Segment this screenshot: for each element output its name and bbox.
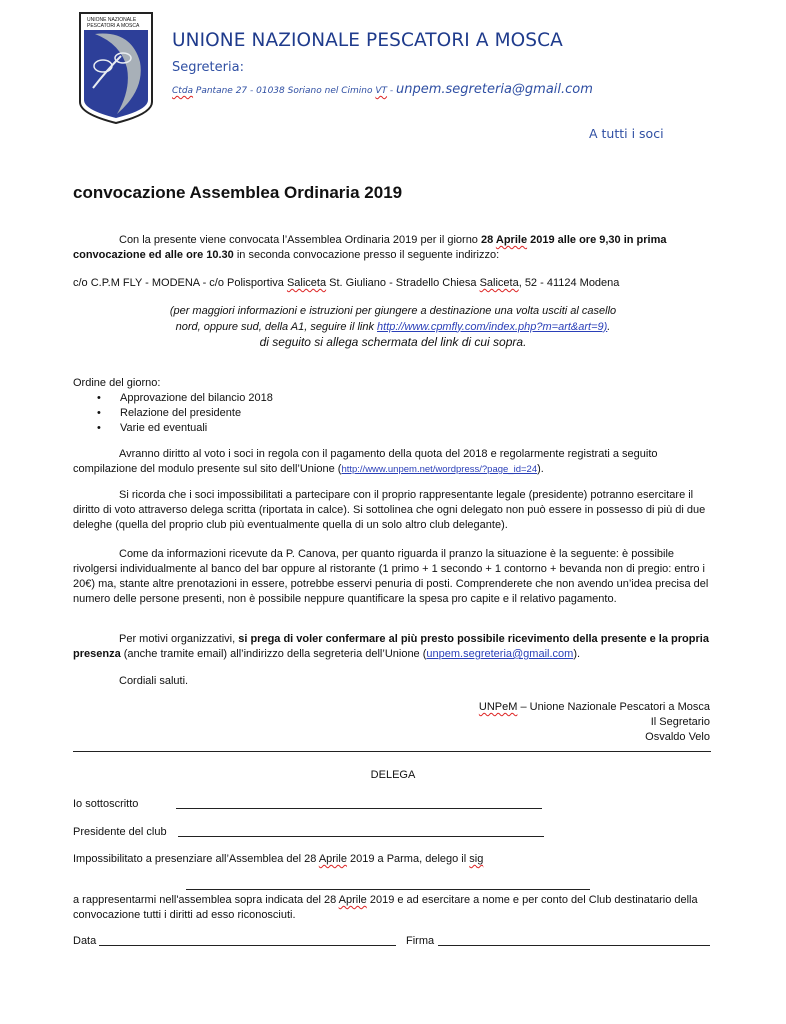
directions-line: (per maggiori informazioni e istruzioni per giungere a destinazione una volta usciti al casello [169,305,617,317]
agenda-item: • Relazione del presidente [73,406,273,421]
logo-text-line2: PESCATORI A MOSCA [87,23,140,29]
firma-field[interactable] [438,945,710,946]
signature-line: UNPeM – Unione Nazionale Pescatori a Mosca [478,701,710,713]
delega-heading: DELEGA [370,769,416,781]
venue-address: c/o C.P.M FLY - MODENA - c/o Polisportiva Saliceta St. Giuliano - Stradello Chiesa Saliceta, 52 - 41124 Modena [73,277,620,289]
organization-title: UNIONE NAZIONALE PESCATORI A MOSCA [172,30,563,51]
data-field[interactable] [99,945,396,946]
data-label: Data [73,935,97,947]
logo-text-line1: UNIONE NAZIONALE [87,17,137,23]
presidente-field[interactable] [178,836,544,837]
intro-paragraph [73,233,713,263]
signature-line: Osvaldo Velo [645,731,710,743]
agenda [73,376,273,436]
address-part: Pantane 27 - 01038 Soriano nel Cimino [193,86,376,96]
header-email: unpem.segreteria@gmail.com [396,82,593,97]
address-part: VT [375,86,388,96]
directions-line: di seguito si allega schermata del link di cui sopra. [259,335,527,349]
voting-paragraph: Avranno diritto al voto i soci in regola con il pagamento della quota del 2018 e regolarmente registrati a seguito compilazione del modulo presente sul sito dell’Unione (http://www.unpem.net/wordpress/?page_id=24). [73,448,658,475]
lunch-paragraph: Come da informazioni ricevute da P. Canova, per quanto riguarda il pranzo la situazione è la seguente: è possibile rivolgersi individualmente al banco del bar oppure al ristorante (1 primo + 1 secondo + 1 contorno + bevanda non di pregio: entro i 20€) ma, stante altre prenotazioni in essere, potrebbe esservi penuria di posti. Comprenderete che non avendo un’idea precisa del numero delle persone presenti, non è possibile neppure quantificare la spesa pro capite e il relativo pagamento. [73,548,709,605]
agenda-heading: Ordine del giorno: [73,377,161,389]
rappresentarmi-paragraph: a rappresentarmi nell'assemblea sopra indicata del 28 Aprile 2019 e ad esercitare a nome e per conto del Club destinatario della convocazione tutti i diritti ad esso riconosciuti. [73,894,698,921]
intro-text: in seconda convocazione presso il seguente indirizzo: [233,249,500,261]
confirmation-paragraph: Per motivi organizzativi, si prega di voler confermare al più presto possibile ricevimento della presente e la propria presenza (anche tramite email) all’indirizzo della segreteria dell’Unione (unpem.segreteria@gmail.com). [73,633,709,660]
greeting: Cordiali saluti. [119,675,189,687]
impossibilitato-line: Impossibilitato a presenziare all’Assemblea del 28 Aprile 2019 a Parma, delego il sig [73,853,484,865]
directions-line: nord, oppure sud, della A1, seguire il link http://www.cpmfly.com/index.php?m=art&art=9). [175,320,611,333]
agenda-item: • Varie ed eventuali [73,421,273,436]
signature-block [479,700,710,745]
delegate-name-field[interactable] [186,889,590,890]
address-part: - [387,86,396,96]
address-line [172,82,593,97]
section-divider [73,751,711,752]
segreteria-label: Segreteria: [172,60,244,75]
intro-text: Con la presente viene convocata l’Assemblea Ordinaria 2019 per il giorno [119,234,481,246]
document-title: convocazione Assemblea Ordinaria 2019 [73,183,403,202]
directions-note [73,304,713,351]
sottoscritto-label: Io sottoscritto [73,798,139,810]
proxy-paragraph: Si ricorda che i soci impossibilitati a partecipare con il proprio rappresentante legale (presidente) potranno esercitare il diritto di voto attraverso delega scritta (riportata in calce). Si sottolinea che ogni delegato non può essere in possesso di più di due deleghe (quella del proprio club più eventualmente quella di un solo altro club delegante). [73,489,706,531]
firma-label: Firma [406,935,435,947]
recipients-line: A tutti i soci [589,126,664,141]
intro-date: 28 Aprile 2019 alle ore 9,30 in prima convocazione ed alle ore 10.30 [73,234,667,261]
signature-line: Il Segretario [650,716,710,728]
presidente-label: Presidente del club [73,826,167,838]
cpmfly-link[interactable]: http://www.cpmfly.com/index.php?m=art&art=9) [377,320,608,333]
sottoscritto-field[interactable] [176,808,542,809]
email-link[interactable]: unpem.segreteria@gmail.com [426,648,574,660]
agenda-item: • Approvazione del bilancio 2018 [73,391,273,406]
address-part: Ctda [172,86,194,96]
unpem-website-link[interactable]: http://www.unpem.net/wordpress/?page_id=24 [341,464,538,475]
unpem-logo [77,10,155,126]
